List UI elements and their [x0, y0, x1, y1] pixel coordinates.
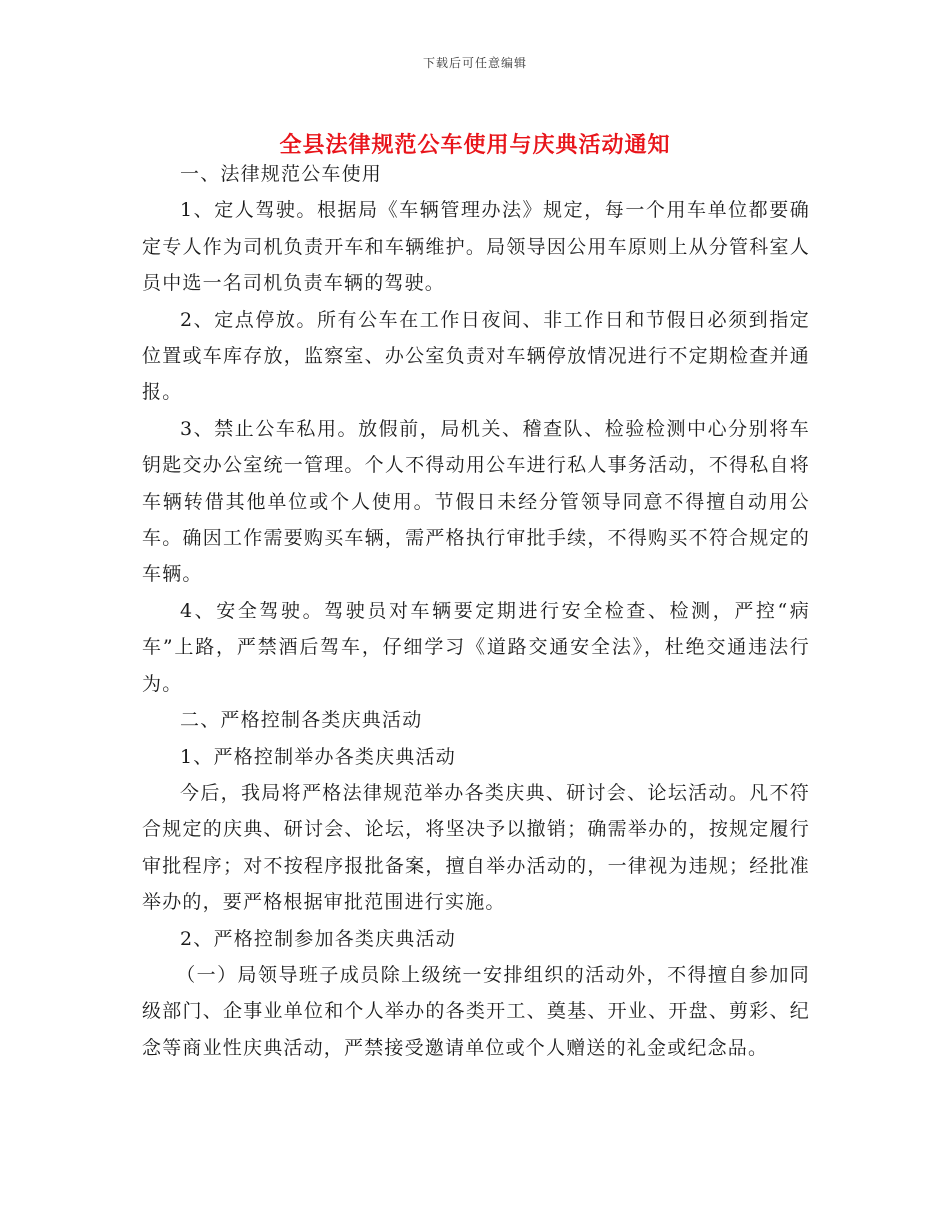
paragraph-fixed-driver: 1、定人驾驶。根据局《车辆管理办法》规定，每一个用车单位都要确定专人作为司机负责开车和车辆维护。局领导因公用车原则上从分管科室人员中选一名司机负责车辆的驾驶。: [142, 199, 810, 295]
paragraph-attending-rules: （一）局领导班子成员除上级统一安排组织的活动外，不得擅自参加同级部门、企事业单位和个人举办的各类开工、奠基、开业、开盘、剪彩、纪念等商业性庆典活动，严禁接受邀请单位或个人赠送的礼金或纪念品。: [142, 963, 810, 1059]
subheading-hosting-celebrations: 1、严格控制举办各类庆典活动: [180, 745, 456, 768]
section-heading-1: 一、法律规范公车使用: [180, 163, 383, 185]
page-header-note: 下载后可任意编辑: [422, 56, 527, 70]
document-body: [142, 156, 810, 1066]
paragraph-no-private-use: 3、禁止公车私用。放假前，局机关、稽查队、检验检测中心分别将车钥匙交办公室统一管理。个人不得动用公车进行私人事务活动，不得私自将车辆转借其他单位或个人使用。节假日未经分管领导同意不得擅自动用公车。确因工作需要购买车辆，需严格执行审批手续，不得购买不符合规定的车辆。: [142, 417, 810, 586]
paragraph-fixed-parking: 2、定点停放。所有公车在工作日夜间、非工作日和节假日必须到指定位置或车库存放，监察室、办公室负责对车辆停放情况进行不定期检查并通报。: [142, 308, 810, 404]
paragraph-safe-driving: 4、安全驾驶。驾驶员对车辆要定期进行安全检查、检测，严控“病车”上路，严禁酒后驾车，仔细学习《道路交通安全法》，杜绝交通违法行为。: [142, 599, 810, 695]
document-title: 全县法律规范公车使用与庆典活动通知: [279, 131, 671, 158]
paragraph-hosting-rules: 今后，我局将严格法律规范举办各类庆典、研讨会、论坛活动。凡不符合规定的庆典、研讨会、论坛，将坚决予以撤销；确需举办的，按规定履行审批程序；对不按程序报批备案，擅自举办活动的，一律视为违规；经批准举办的，要严格根据审批范围进行实施。: [142, 781, 810, 914]
subheading-attending-celebrations: 2、严格控制参加各类庆典活动: [180, 927, 456, 950]
section-heading-2: 二、严格控制各类庆典活动: [180, 709, 423, 732]
